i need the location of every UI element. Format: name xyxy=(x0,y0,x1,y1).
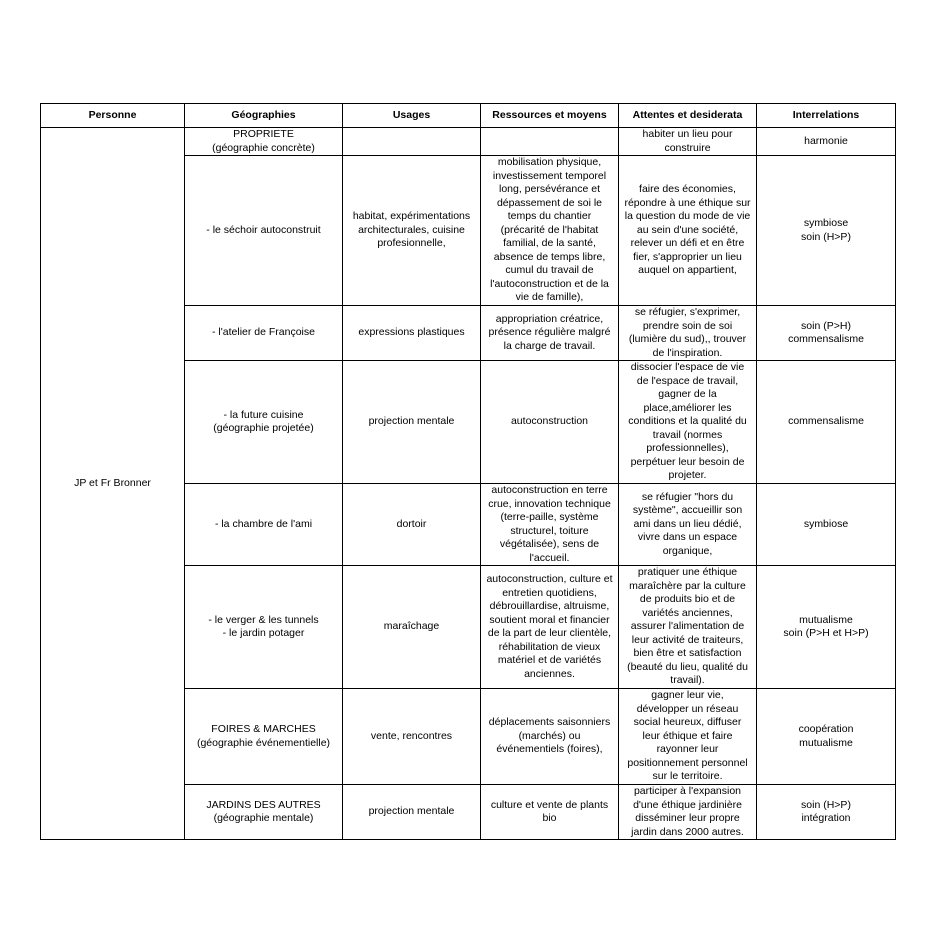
attentes-cell: habiter un lieu pour construire xyxy=(619,128,757,156)
attentes-cell: se réfugier "hors du système", accueillir son ami dans un lieu dédié, vivre dans un espace organique, xyxy=(619,484,757,566)
usages-cell xyxy=(343,128,481,156)
geographie-cell: - l'atelier de Françoise xyxy=(185,306,343,361)
ressources-cell xyxy=(481,128,619,156)
usages-cell: habitat, expérimentations architecturales, cuisine profesionnelle, xyxy=(343,156,481,306)
interrelations-cell: symbiose soin (H>P) xyxy=(757,156,896,306)
ressources-cell: autoconstruction en terre crue, innovation technique (terre-paille, système structurel, toiture végétalisée), sens de l'accueil. xyxy=(481,484,619,566)
attentes-cell: gagner leur vie, développer un réseau social heureux, diffuser leur éthique et faire rayonner leur positionnement personnel sur le territoire. xyxy=(619,689,757,785)
header-personne: Personne xyxy=(41,104,185,128)
interrelations-cell: soin (P>H) commensalisme xyxy=(757,306,896,361)
usages-cell: expressions plastiques xyxy=(343,306,481,361)
usages-cell: projection mentale xyxy=(343,785,481,840)
attentes-cell: faire des économies, répondre à une éthique sur la question du mode de vie au sein d'une société, relever un défi et en être fier, s'approprier un lieu auquel on appartient, xyxy=(619,156,757,306)
attentes-cell: pratiquer une éthique maraîchère par la culture de produits bio et de variétés anciennes, assurer l'alimentation de leur activité de traiteurs, bien être et satisfaction (beauté du lieu, qualité du travail). xyxy=(619,566,757,689)
usages-cell: projection mentale xyxy=(343,361,481,484)
geographie-cell: - la chambre de l'ami xyxy=(185,484,343,566)
attentes-cell: se réfugier, s'exprimer, prendre soin de soi (lumière du sud),, trouver de l'inspiration. xyxy=(619,306,757,361)
ressources-cell: autoconstruction, culture et entretien quotidiens, débrouillardise, altruisme, soutient moral et financier de la part de leur clientèle, réhabilitation de vieux matériel et de variétés anciennes. xyxy=(481,566,619,689)
geographie-cell: FOIRES & MARCHES (géographie événementielle) xyxy=(185,689,343,785)
usages-cell: dortoir xyxy=(343,484,481,566)
interrelations-cell: commensalisme xyxy=(757,361,896,484)
attentes-cell: participer à l'expansion d'une éthique jardinière disséminer leur propre jardin dans 2000 autres. xyxy=(619,785,757,840)
ressources-cell: mobilisation physique, investissement temporel long, persévérance et dépassement de soi le temps du chantier (précarité de l'habitat familial, de la santé, absence de temps libre, cumul du travail de l'autoconstruction et de la vie de famille), xyxy=(481,156,619,306)
ressources-cell: autoconstruction xyxy=(481,361,619,484)
interrelations-cell: symbiose xyxy=(757,484,896,566)
header-interrelations: Interrelations xyxy=(757,104,896,128)
interrelations-cell: harmonie xyxy=(757,128,896,156)
header-geographies: Géographies xyxy=(185,104,343,128)
table-row xyxy=(41,128,896,156)
interrelations-cell: soin (H>P) intégration xyxy=(757,785,896,840)
geographie-cell: PROPRIETE (géographie concrète) xyxy=(185,128,343,156)
geographie-cell: JARDINS DES AUTRES (géographie mentale) xyxy=(185,785,343,840)
interrelations-cell: mutualisme soin (P>H et H>P) xyxy=(757,566,896,689)
person-cell xyxy=(41,128,185,840)
header-attentes: Attentes et desiderata xyxy=(619,104,757,128)
ressources-cell: déplacements saisonniers (marchés) ou événementiels (foires), xyxy=(481,689,619,785)
header-usages: Usages xyxy=(343,104,481,128)
geographie-cell: - la future cuisine (géographie projetée) xyxy=(185,361,343,484)
header-ressources: Ressources et moyens xyxy=(481,104,619,128)
interrelations-cell: coopération mutualisme xyxy=(757,689,896,785)
geographie-cell: - le séchoir autoconstruit xyxy=(185,156,343,306)
ressources-cell: culture et vente de plants bio xyxy=(481,785,619,840)
header-row xyxy=(41,104,896,128)
attentes-cell: dissocier l'espace de vie de l'espace de travail, gagner de la place,améliorer les conditions et la qualité du travail (normes professionnelles), perpétuer leur besoin de projeter. xyxy=(619,361,757,484)
usages-cell: maraîchage xyxy=(343,566,481,689)
geographie-cell: - le verger & les tunnels - le jardin potager xyxy=(185,566,343,689)
ressources-cell: appropriation créatrice, présence régulière malgré la charge de travail. xyxy=(481,306,619,361)
usages-cell: vente, rencontres xyxy=(343,689,481,785)
relations-table xyxy=(40,103,896,840)
person-name: JP et Fr Bronner xyxy=(74,476,151,489)
